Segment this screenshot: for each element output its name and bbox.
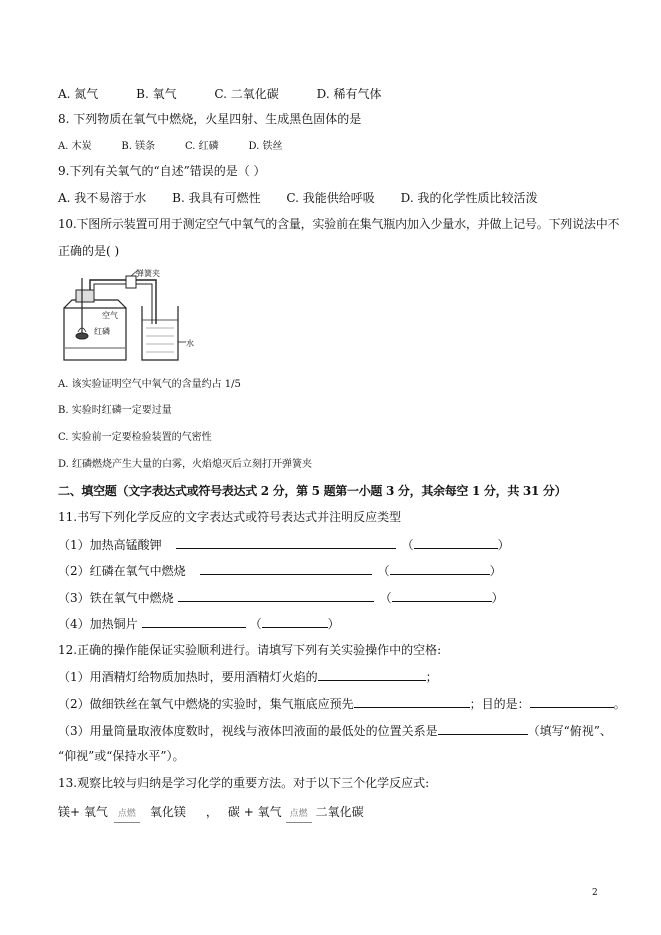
q11-stem: 11.书写下列化学反应的文字表达式或符号表达式并注明反应类型 xyxy=(58,510,402,524)
q10-option-a: A. 该实验证明空气中氧气的含量约占 1/5 xyxy=(58,379,241,390)
combustion-spoon xyxy=(76,333,88,339)
reaction-1-condition: 点燃 xyxy=(112,806,142,822)
q10-option-d: D. 红磷燃烧产生大量的白雾，火焰熄灭后立刻打开弹簧夹 xyxy=(58,459,313,470)
q8-option-d: D. 铁丝 xyxy=(248,141,283,152)
q12-item-2-blank-2[interactable] xyxy=(530,695,614,708)
q11-item-1 xyxy=(58,536,510,553)
q11-item-2-close-paren: ） xyxy=(489,564,502,578)
q11-item-2-label: （2）红磷在氧气中燃烧 xyxy=(58,564,186,578)
q11-item-4-close-paren: ） xyxy=(327,617,340,631)
q13-stem: 13.观察比较与归纳是学习化学的重要方法。对于以下三个化学反应式: xyxy=(58,776,430,790)
q12-item-3-end: （填写“俯视”、 xyxy=(527,724,612,738)
q12-item-3-text: （3）用量筒量取液体度数时，视线与液体凹液面的最低处的位置关系是 xyxy=(58,724,438,738)
q11-item-4-type-blank[interactable] xyxy=(262,615,328,628)
q11-item-1-type-blank[interactable] xyxy=(414,536,498,549)
q12-item-3 xyxy=(58,722,612,739)
q7-option-b: B. 氧气 xyxy=(136,87,177,101)
section2-title: 二、填空题（文字表达式或符号表达式 2 分，第 5 题第一小题 3 分，其余每空 1 分，共 31 分） xyxy=(58,484,567,498)
q11-item-3-close-paren: ） xyxy=(491,591,504,605)
q7-option-c: C. 二氧化碳 xyxy=(214,87,279,101)
q11-item-3-type-blank[interactable] xyxy=(392,589,492,602)
q8-options xyxy=(58,137,282,155)
q9-stem: 9.下列有关氧气的“自述”错误的是（ ） xyxy=(58,164,266,178)
q7-option-d: D. 稀有气体 xyxy=(316,87,382,101)
q11-item-1-label: （1）加热高锰酸钾 xyxy=(58,538,162,552)
q9-option-d: D. 我的化学性质比较活泼 xyxy=(400,191,538,205)
q12-stem: 12.正确的操作能保证实验顺利进行。请填写下列有关实验操作中的空格: xyxy=(58,643,442,657)
q10-option-c: C. 实验前一定要检验装置的气密性 xyxy=(58,432,212,443)
q10-option-b: B. 实验时红磷一定要过量 xyxy=(58,405,172,416)
q9-option-a: A. 我不易溶于水 xyxy=(58,191,147,205)
beaker-water-hatch xyxy=(146,328,174,352)
q12-item-2-text: （2）做细铁丝在氧气中燃烧的实验时，集气瓶底应预先 xyxy=(58,697,354,711)
q11-item-3-open-paren: （ xyxy=(379,591,392,605)
q12-item-3-line2: “仰视”或“保持水平”）。 xyxy=(58,749,185,763)
q12-item-2-end: 。 xyxy=(613,697,626,711)
bottle-shoulder xyxy=(64,300,126,308)
reaction-1-product: 氧化镁 xyxy=(149,805,186,819)
q12-item-1-text: （1）用酒精灯给物质加热时，要用酒精灯火焰的 xyxy=(58,670,318,684)
q12-item-2-blank-1[interactable] xyxy=(354,695,470,708)
q10-stem-line2: 正确的是( ) xyxy=(58,244,120,258)
q12-item-1-end: ； xyxy=(425,670,438,684)
q12-item-2-mid: ；目的是： xyxy=(469,697,530,711)
label-red-phosphorus: 红磷 xyxy=(94,327,110,336)
label-air: 空气 xyxy=(102,311,118,320)
reaction-2-product: 二氧化碳 xyxy=(315,805,364,819)
q9-option-c: C. 我能供给呼吸 xyxy=(286,191,375,205)
q11-item-1-close-paren: ） xyxy=(497,538,510,552)
q11-item-2-open-paren: （ xyxy=(377,564,390,578)
q11-item-4-open-paren: （ xyxy=(249,617,262,631)
q9-options xyxy=(58,190,537,206)
reaction-1-reactants: 镁+ 氧气 xyxy=(58,805,108,819)
q13-reactions xyxy=(58,804,364,822)
q11-item-4-blank[interactable] xyxy=(142,615,246,628)
q11-item-1-blank[interactable] xyxy=(176,536,396,549)
q7-option-a: A. 氮气 xyxy=(58,87,99,101)
q11-item-4 xyxy=(58,615,340,632)
label-water: 水 xyxy=(186,339,194,348)
q7-options xyxy=(58,86,381,102)
reaction-2-condition: 点燃 xyxy=(284,806,314,822)
q11-item-4-label: （4）加热铜片 xyxy=(58,617,138,631)
spring-clamp xyxy=(126,276,136,288)
q12-item-1 xyxy=(58,668,438,685)
label-clamp: 弹簧夹 xyxy=(136,269,160,278)
reaction-separator: ， xyxy=(205,805,218,819)
q8-option-a: A. 木炭 xyxy=(58,141,92,152)
q11-item-2-type-blank[interactable] xyxy=(390,562,490,575)
q11-item-1-open-paren: （ xyxy=(401,538,414,552)
q11-item-3 xyxy=(58,589,504,606)
page-number: 2 xyxy=(592,888,598,898)
q8-stem: 8. 下列物质在氧气中燃烧，火星四射、生成黑色固体的是 xyxy=(58,112,362,126)
q11-item-3-label: （3）铁在氧气中燃烧 xyxy=(58,591,174,605)
q10-stem-line1: 10.下图所示装置可用于测定空气中氧气的含量，实验前在集气瓶内加入少量水，并做上记号。下列说法中不 xyxy=(58,217,620,231)
connecting-tube xyxy=(90,280,156,324)
q12-item-1-blank[interactable] xyxy=(318,668,426,681)
q9-option-b: B. 我具有可燃性 xyxy=(172,191,261,205)
q11-item-2-blank[interactable] xyxy=(200,562,372,575)
q8-option-b: B. 镁条 xyxy=(121,141,156,152)
q11-item-2 xyxy=(58,562,502,579)
stopper xyxy=(76,290,94,302)
q12-item-2 xyxy=(58,695,626,712)
oxygen-measurement-apparatus xyxy=(58,268,198,366)
q11-item-3-blank[interactable] xyxy=(178,589,374,602)
reaction-2-reactants: 碳 + 氧气 xyxy=(227,805,282,819)
q12-item-3-blank[interactable] xyxy=(438,722,528,735)
q8-option-c: C. 红磷 xyxy=(184,141,219,152)
